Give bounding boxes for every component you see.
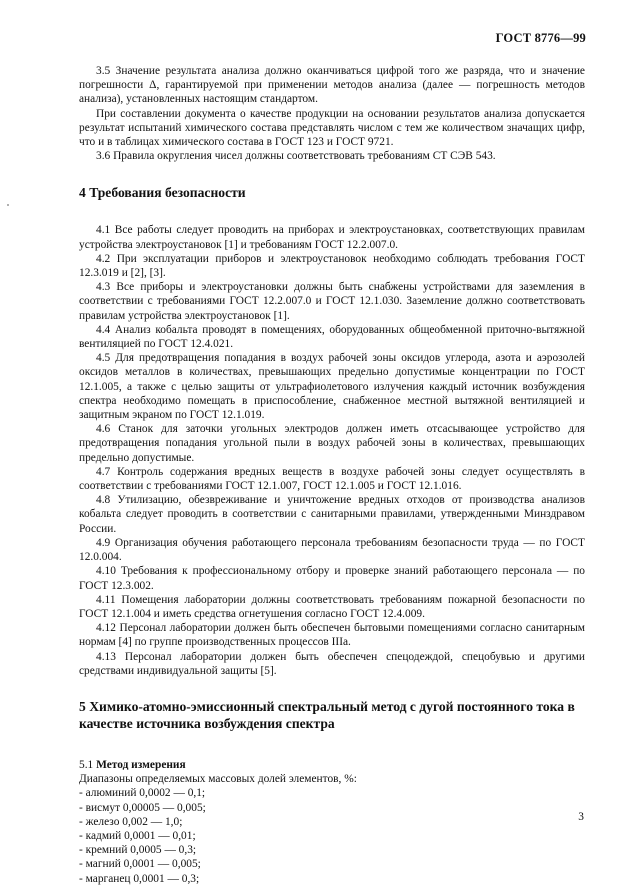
paragraph-3-6: 3.6 Правила округления чисел должны соответствовать требованиям СТ СЭВ 543. bbox=[96, 150, 496, 163]
paragraph-4-11: 4.11 Помещения лаборатории должны соответствовать требованиям пожарной безопасности по ГОСТ 12.1.004 и иметь средства огнетушения согласно ГОСТ 12.4.009. bbox=[79, 593, 585, 620]
paragraph-4-10: 4.10 Требования к профессиональному отбору и проверке знаний работающего персонала — по ГОСТ 12.3.002. bbox=[79, 565, 585, 592]
list-item: - железо 0,002 — 1,0; bbox=[79, 815, 183, 828]
list-item: - марганец 0,0001 — 0,3; bbox=[79, 872, 200, 885]
subsection-title: Метод измерения bbox=[96, 758, 186, 771]
list-item: - магний 0,0001 — 0,005; bbox=[79, 858, 201, 871]
paragraph-4-5: 4.5 Для предотвращения попадания в воздух рабочей зоны оксидов углерода, азота и аэрозолей оксидов металлов в количествах, превышающих предельно допустимые концентрации по ГОСТ 12.1.005, а также с целью защиты от ультрафиолетового излучения каждый источник возбуждения спектра необходимо помещать в приспособление, снабженное местной вытяжной вентиляцией и защитным экраном по ГОСТ 12.1.019. bbox=[79, 352, 585, 422]
document-code-header: ГОСТ 8776—99 bbox=[495, 31, 586, 45]
paragraph-4-6: 4.6 Станок для заточки угольных электродов должен иметь отсасывающее устройство для предотвращения попадания угольной пыли в воздух рабочей зоны в количествах, превышающих предельно допустимые. bbox=[79, 423, 585, 464]
list-item: - кремний 0,0005 — 0,3; bbox=[79, 844, 197, 857]
paragraph-3-5-note: При составлении документа о качестве продукции на основании результатов анализа допускается результат испытаний химического состава представлять числом с тем же количеством значащих цифр, что и в таблицах химического состава в ГОСТ 123 и ГОСТ 9721. bbox=[79, 107, 585, 149]
paragraph-4-3: 4.3 Все приборы и электроустановки должны быть снабжены устройствами для заземления в соответствии с требованиями ГОСТ 12.2.007.0 и ГОСТ 12.1.030. Заземление должно соответствовать правилам устройства электроустановок [1]. bbox=[79, 281, 585, 322]
page-number: 3 bbox=[578, 811, 584, 823]
ranges-intro: Диапазоны определяемых массовых долей элементов, %: bbox=[79, 773, 357, 786]
list-item: - кадмий 0,0001 — 0,01; bbox=[79, 829, 196, 842]
paragraph-4-8: 4.8 Утилизацию, обезвреживание и уничтожение вредных отходов от производства анализов кобальта следует проводить в соответствии с санитарными правилами, утвержденными Минздравом России. bbox=[79, 494, 585, 535]
paragraph-4-4: 4.4 Анализ кобальта проводят в помещениях, оборудованных общеобменной приточно-вытяжной вентиляцией по ГОСТ 12.4.021. bbox=[79, 323, 585, 351]
subsection-5-1-heading bbox=[79, 758, 585, 772]
scan-dot bbox=[7, 204, 9, 206]
subsection-number: 5.1 bbox=[79, 758, 94, 771]
section-4-heading: 4 Требования безопасности bbox=[79, 185, 246, 201]
page-content bbox=[79, 64, 585, 886]
section-5-heading: 5 Химико-атомно-эмиссионный спектральный метод с дугой постоянного тока в качестве источника возбуждения спектра bbox=[79, 698, 575, 731]
paragraph-4-12: 4.12 Персонал лаборатории должен быть обеспечен бытовыми помещениями согласно санитарным нормам [4] по группе производственных процессов IIIа. bbox=[79, 622, 585, 649]
paragraph-4-7: 4.7 Контроль содержания вредных веществ в воздухе рабочей зоны следует осуществлять в соответствии с требованиями ГОСТ 12.1.007, ГОСТ 12.1.005 и ГОСТ 12.1.016. bbox=[79, 465, 585, 493]
paragraph-4-1: 4.1 Все работы следует проводить на приборах и электроустановках, соответствующих правилам устройства электроустановок [1] и требованиям ГОСТ 12.2.007.0. bbox=[79, 224, 585, 251]
paragraph-3-5: 3.5 Значение результата анализа должно оканчиваться цифрой того же разряда, что и значение погрешности Δ, гарантируемой при применении методов анализа (далее — погрешность методов анализа), установленных настоящим стандартом. bbox=[79, 65, 585, 106]
list-item: - висмут 0,00005 — 0,005; bbox=[79, 801, 206, 814]
paragraph-4-13: 4.13 Персонал лаборатории должен быть обеспечен спецодеждой, спецобувью и другими средствами индивидуальной защиты [5]. bbox=[79, 650, 585, 677]
element-ranges-list bbox=[79, 786, 585, 885]
paragraph-4-2: 4.2 При эксплуатации приборов и электроустановок необходимо соблюдать требования ГОСТ 12.3.019 и [2], [3]. bbox=[79, 252, 585, 280]
list-item: - алюминий 0,0002 — 0,1; bbox=[79, 787, 206, 800]
paragraph-4-9: 4.9 Организация обучения работающего персонала требованиям безопасности труда — по ГОСТ 12.0.004. bbox=[79, 536, 585, 564]
